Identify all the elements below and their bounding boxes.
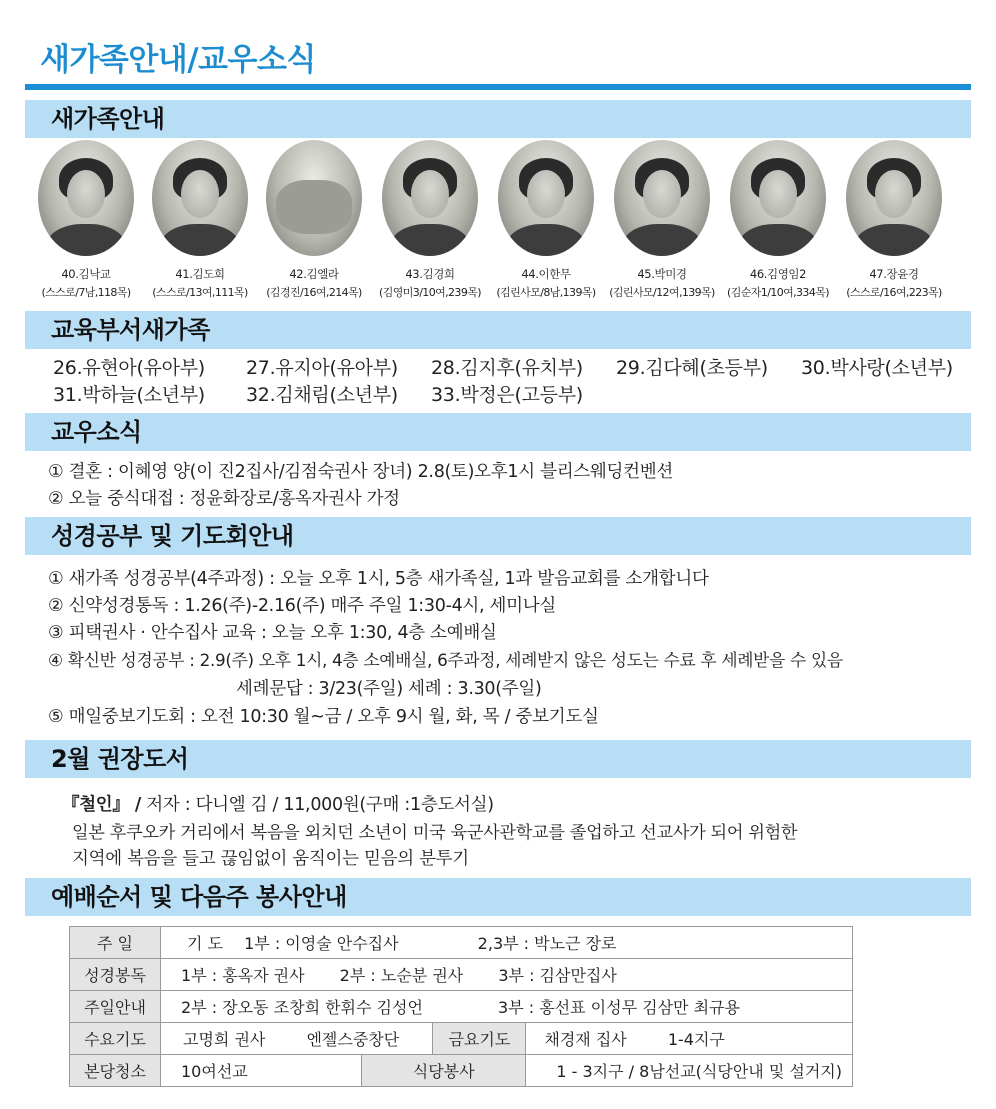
new-member-card [720, 140, 836, 300]
reading-cell [161, 959, 853, 991]
service-table [69, 926, 853, 1087]
edu-member: 33.박정은(고등부) [431, 384, 583, 406]
sunday-prayer-cell [161, 927, 853, 959]
bible-item: ⑤ 매일중보기도회 : 오전 10:30 월~금 / 오후 9시 월, 화, 목 / 중보기도실 [48, 707, 599, 727]
member-info: (스스로/7남,118목) [41, 286, 131, 299]
edu-member: 30.박사랑(소년부) [801, 357, 953, 379]
book-info: 저자 : 다니엘 김 / 11,000원(구매 :1층도서실) [140, 795, 494, 815]
section-books [25, 740, 971, 778]
bible-item: ③ 피택권사 · 안수집사 교육 : 오늘 오후 1:30, 4층 소예배실 [48, 623, 497, 643]
new-family-photos [28, 140, 972, 306]
new-member-card [604, 140, 720, 300]
member-info: (김린사모/8남,139목) [496, 286, 596, 299]
row-label: 주일안내 [70, 991, 161, 1023]
member-info: (김영미3/10여,239목) [379, 286, 481, 299]
section-new-family [25, 100, 971, 138]
edu-member: 29.김다혜(초등부) [616, 357, 768, 379]
kitchen-value: 1 - 3지구 / 8남선교(식당안내 및 설거지) [556, 1062, 842, 1081]
section-title: 교우소식 [51, 418, 142, 446]
reading-part3: 3부 : 김삼만집사 [498, 966, 617, 985]
section-title: 교육부서새가족 [51, 316, 210, 344]
book-title: 『철인』 [62, 795, 130, 815]
kitchen-cell [526, 1055, 853, 1087]
woman-portrait [730, 140, 826, 256]
woman-portrait [846, 140, 942, 256]
member-name: 40.김낙교 [61, 267, 111, 281]
section-news [25, 413, 971, 451]
member-name: 45.박미경 [637, 267, 687, 281]
row-label: 식당봉사 [362, 1055, 526, 1087]
prayer-part23: 2,3부 : 박노근 장로 [477, 934, 617, 953]
member-name: 43.김경희 [405, 267, 455, 281]
praying-hands [266, 140, 362, 256]
clean-cell [161, 1055, 362, 1087]
wed-leader: 고명희 권사 [183, 1030, 266, 1049]
prayer-part1: 1부 : 이영술 안수집사 [244, 934, 399, 953]
table-row [70, 991, 853, 1023]
new-member-card [28, 140, 144, 300]
member-name: 46.김영임2 [749, 267, 807, 281]
bible-item: ④ 확신반 성경공부 : 2.9(주) 오후 1시, 4층 소예배실, 6주과정, 세례받지 않은 성도는 수료 후 세례받을 수 있음 [48, 650, 843, 670]
section-worship [25, 878, 971, 916]
member-name: 41.김도희 [175, 267, 225, 281]
woman-portrait [614, 140, 710, 256]
fri-district: 1-4지구 [667, 1030, 725, 1049]
guide-part2: 2부 : 장오동 조창희 한휘수 김성언 [181, 998, 423, 1017]
section-title: 새가족안내 [51, 105, 165, 133]
woman-portrait [152, 140, 248, 256]
bible-item-cont: 세례문답 : 3/23(주일) 세례 : 3.30(주일) [236, 679, 542, 699]
edu-member: 28.김지후(유치부) [431, 357, 583, 379]
edu-member: 27.유지아(유아부) [246, 357, 398, 379]
new-member-card [256, 140, 372, 300]
bible-item: ① 새가족 성경공부(4주과정) : 오늘 오후 1시, 5층 새가족실, 1과 발음교회를 소개합니다 [48, 569, 709, 589]
guide-part3: 3부 : 홍선표 이성무 김삼만 최규용 [498, 998, 740, 1017]
new-member-card [488, 140, 604, 300]
table-row [70, 927, 853, 959]
member-info: (스스로/13여,111목) [152, 286, 248, 299]
section-title: 성경공부 및 기도회안내 [51, 522, 294, 550]
prayer-label: 기 도 [187, 934, 223, 953]
edu-member: 26.유현아(유아부) [53, 357, 205, 379]
wed-choir: 엔젤스중창단 [306, 1030, 400, 1049]
table-row [70, 1055, 853, 1087]
section-title: 2월 권장도서 [51, 745, 189, 773]
row-label: 본당청소 [70, 1055, 161, 1087]
book-desc: 일본 후쿠오카 거리에서 복음을 외치던 소년이 미국 육군사관학교를 졸업하고 선교사가 되어 위험한 [72, 823, 798, 843]
man-portrait [498, 140, 594, 256]
table-row [70, 1023, 853, 1055]
edu-member: 32.김채림(소년부) [246, 384, 398, 406]
member-name: 42.김엘라 [289, 267, 339, 281]
member-info: (김순자1/10여,334목) [727, 286, 829, 299]
page-title: 새가족안내/교우소식 [40, 42, 316, 78]
reading-part2: 2부 : 노순분 권사 [339, 966, 464, 985]
edu-member: 31.박하늘(소년부) [53, 384, 205, 406]
section-bible-prayer [25, 517, 971, 555]
fri-leader: 채경재 집사 [544, 1030, 627, 1049]
reading-part1: 1부 : 홍옥자 권사 [181, 966, 305, 985]
member-info: (김린사모/12여,139목) [609, 286, 715, 299]
book-slash: / [134, 795, 141, 815]
news-item: ② 오늘 중식대접 : 정윤화장로/홍옥자권사 가정 [48, 489, 400, 509]
table-row [70, 959, 853, 991]
new-member-card [836, 140, 952, 300]
clean-value: 10여선교 [181, 1062, 248, 1081]
man-portrait [38, 140, 134, 256]
new-member-card [372, 140, 488, 300]
member-name: 44.이한무 [521, 267, 571, 281]
member-info: (스스로/16여,223목) [846, 286, 942, 299]
woman-portrait [382, 140, 478, 256]
title-rule [25, 84, 971, 90]
row-label: 금요기도 [433, 1023, 526, 1055]
bible-item: ② 신약성경통독 : 1.26(주)-2.16(주) 매주 주일 1:30-4시, 세미나실 [48, 596, 556, 616]
member-name: 47.장윤경 [869, 267, 919, 281]
member-info: (김경진/16여,214목) [266, 286, 362, 299]
section-edu-new-family [25, 311, 971, 349]
row-label: 성경봉독 [70, 959, 161, 991]
row-label: 수요기도 [70, 1023, 161, 1055]
book-meta [62, 791, 494, 816]
new-member-card [142, 140, 258, 300]
section-title: 예배순서 및 다음주 봉사안내 [51, 883, 347, 911]
guide-cell [161, 991, 853, 1023]
book-desc: 지역에 복음을 들고 끊임없이 움직이는 믿음의 분투기 [72, 849, 469, 869]
news-item: ① 결혼 : 이혜영 양(이 진2집사/김점숙권사 장녀) 2.8(토)오후1시 블리스웨딩컨벤션 [48, 462, 673, 482]
wed-cell [161, 1023, 433, 1055]
row-label: 주 일 [70, 927, 161, 959]
fri-cell [526, 1023, 853, 1055]
